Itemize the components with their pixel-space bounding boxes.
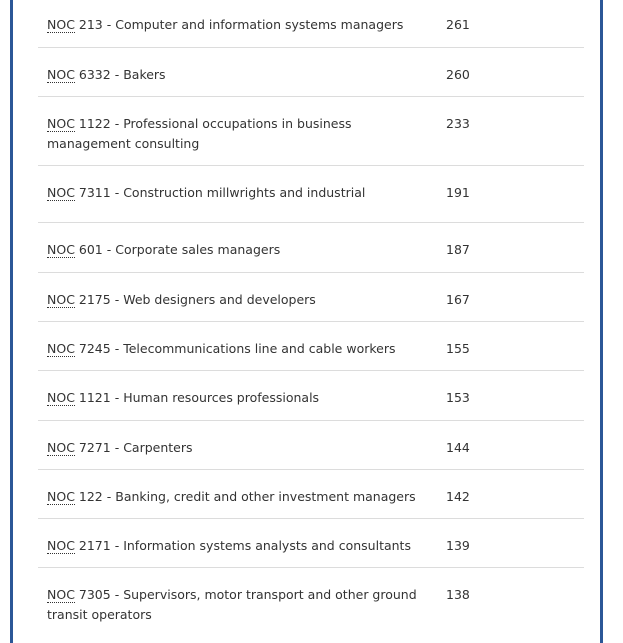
- table-row: [38, 519, 584, 568]
- count-cell: 260: [446, 67, 470, 82]
- occupation-title: Construction millwrights and industrial: [123, 185, 366, 200]
- separator: -: [114, 185, 120, 200]
- table-row: [38, 48, 584, 97]
- occupation-table: [38, 0, 584, 636]
- separator: -: [106, 242, 112, 257]
- count-cell: 138: [446, 587, 470, 602]
- occupation-title: Telecommunications line and cable workers: [123, 341, 396, 356]
- noc-code: 7245: [78, 341, 111, 356]
- count-cell: 233: [446, 116, 470, 131]
- noc-code: 1121: [78, 390, 111, 405]
- noc-code: 213: [78, 17, 103, 32]
- separator: -: [114, 440, 120, 455]
- occupation-title: Professional occupations in business management consulting: [47, 116, 352, 151]
- count-cell: 139: [446, 538, 470, 553]
- separator: -: [114, 390, 120, 405]
- occupation-cell: [47, 585, 417, 625]
- noc-code: 7311: [78, 185, 111, 200]
- occupation-title: Bakers: [123, 67, 166, 82]
- separator: -: [114, 587, 120, 602]
- table-row: [38, 470, 584, 519]
- noc-code: 7305: [78, 587, 111, 602]
- occupation-cell: [47, 487, 417, 507]
- noc-abbreviation[interactable]: NOC: [47, 440, 75, 455]
- noc-abbreviation[interactable]: NOC: [47, 17, 75, 32]
- occupation-cell: [47, 114, 417, 154]
- occupation-cell: [47, 388, 417, 408]
- separator: -: [114, 116, 120, 131]
- noc-abbreviation[interactable]: NOC: [47, 292, 75, 307]
- table-row: [38, 421, 584, 470]
- occupation-title: Supervisors, motor transport and other ground transit operators: [47, 587, 417, 622]
- separator: -: [114, 67, 120, 82]
- occupation-title: Web designers and developers: [123, 292, 316, 307]
- noc-code: 1122: [78, 116, 111, 131]
- noc-code: 601: [78, 242, 103, 257]
- content-frame: [10, 0, 603, 643]
- occupation-title: Computer and information systems managers: [115, 17, 404, 32]
- occupation-title: Corporate sales managers: [115, 242, 281, 257]
- table-row: [38, 97, 584, 166]
- count-cell: 167: [446, 292, 470, 307]
- separator: -: [106, 17, 112, 32]
- occupation-cell: [47, 65, 417, 85]
- occupation-cell: [47, 438, 417, 458]
- noc-abbreviation[interactable]: NOC: [47, 116, 75, 131]
- separator: -: [106, 489, 112, 504]
- table-row: [38, 223, 584, 273]
- noc-code: 2171: [78, 538, 111, 553]
- separator: -: [114, 538, 120, 553]
- occupation-cell: [47, 536, 417, 556]
- noc-abbreviation[interactable]: NOC: [47, 67, 75, 82]
- table-row: [38, 0, 584, 48]
- noc-code: 2175: [78, 292, 111, 307]
- separator: -: [114, 341, 120, 356]
- occupation-title: Human resources professionals: [123, 390, 320, 405]
- occupation-cell: [47, 290, 417, 310]
- noc-abbreviation[interactable]: NOC: [47, 538, 75, 553]
- separator: -: [114, 292, 120, 307]
- occupation-title: Carpenters: [123, 440, 193, 455]
- noc-code: 7271: [78, 440, 111, 455]
- count-cell: 155: [446, 341, 470, 356]
- noc-abbreviation[interactable]: NOC: [47, 587, 75, 602]
- table-row: [38, 371, 584, 421]
- occupation-title: Banking, credit and other investment managers: [115, 489, 416, 504]
- table-row: [38, 166, 584, 223]
- count-cell: 142: [446, 489, 470, 504]
- table-row: [38, 273, 584, 322]
- occupation-cell: [47, 339, 417, 359]
- noc-code: 6332: [78, 67, 111, 82]
- noc-code: 122: [78, 489, 103, 504]
- count-cell: 153: [446, 390, 470, 405]
- occupation-cell: [47, 15, 417, 35]
- count-cell: 144: [446, 440, 470, 455]
- count-cell: 261: [446, 17, 470, 32]
- noc-abbreviation[interactable]: NOC: [47, 341, 75, 356]
- count-cell: 187: [446, 242, 470, 257]
- table-row: [38, 322, 584, 371]
- count-cell: 191: [446, 185, 470, 200]
- table-row: [38, 568, 584, 636]
- noc-abbreviation[interactable]: NOC: [47, 390, 75, 405]
- occupation-cell: [47, 240, 417, 260]
- noc-abbreviation[interactable]: NOC: [47, 489, 75, 504]
- noc-abbreviation[interactable]: NOC: [47, 185, 75, 200]
- occupation-title: Information systems analysts and consultants: [123, 538, 411, 553]
- occupation-cell: [47, 183, 417, 203]
- noc-abbreviation[interactable]: NOC: [47, 242, 75, 257]
